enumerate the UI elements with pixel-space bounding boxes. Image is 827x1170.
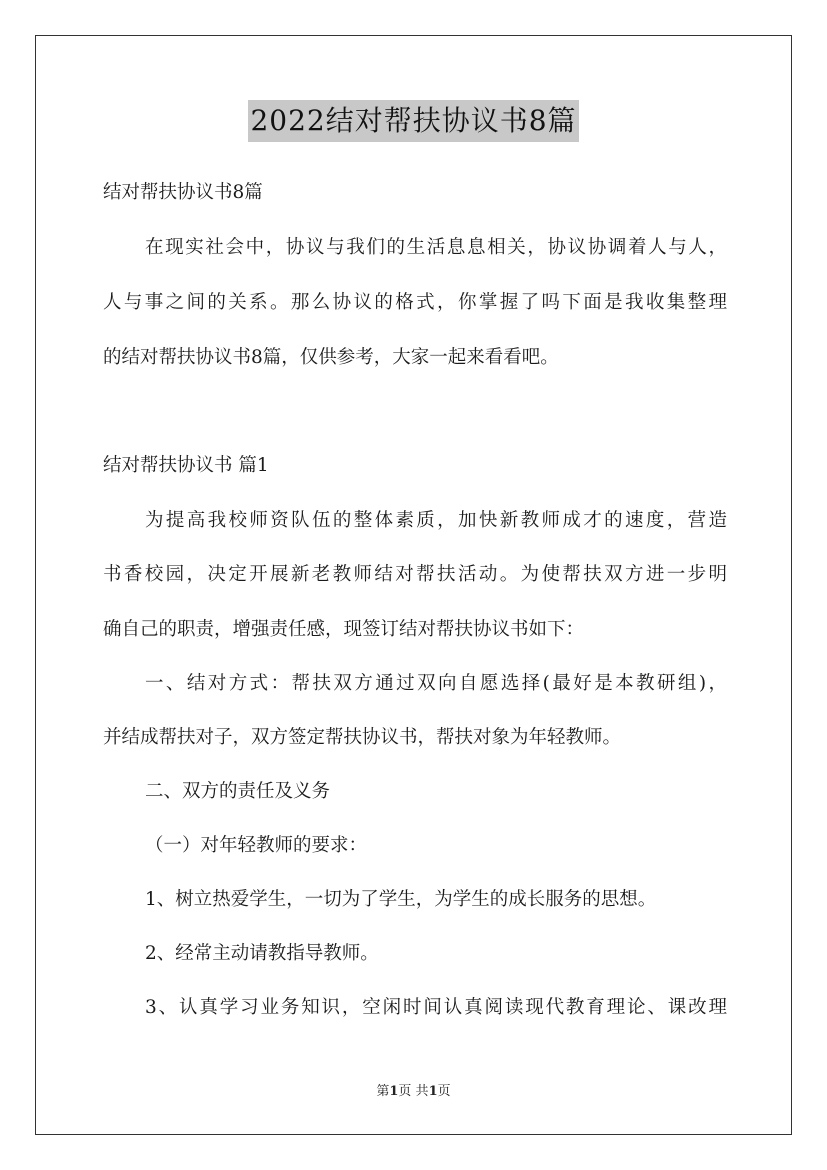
footer-page-total: 1 [428,1084,438,1099]
section-para2-line-2: 并结成帮扶对子，双方签定帮扶协议书，帮扶对象为年轻教师。 [103,727,622,748]
list-item-1: 1、树立热爱学生，一切为了学生，为学生的成长服务的思想。 [145,889,657,910]
list-item-3: 3、认真学习业务知识，空闲时间认真阅读现代教育理论、课改理 [145,997,727,1018]
document-title: 2022结对帮扶协议书8篇 [248,100,578,142]
page-footer [0,1083,827,1101]
item-heading: 二、双方的责任及义务 [145,781,331,802]
list-item-2: 2、经常主动请教指导教师。 [145,943,379,964]
footer-page-current: 1 [389,1084,399,1099]
sub-heading: （一）对年轻教师的要求： [145,835,368,856]
intro-line-2: 人与事之间的关系。那么协议的格式，你掌握了吗下面是我收集整理 [103,292,727,313]
intro-line-3: 的结对帮扶协议书8篇，仅供参考，大家一起来看看吧。 [103,347,559,368]
title-area [0,100,827,142]
document-subtitle: 结对帮扶协议书8篇 [103,182,263,203]
section-para1-line-3: 确自己的职责，增强责任感，现签订结对帮扶协议书如下： [103,619,585,640]
section-para1-line-1: 为提高我校师资队伍的整体素质，加快新教师成才的速度，营造 [145,510,727,531]
intro-line-1: 在现实社会中，协议与我们的生活息息相关，协议协调着人与人， [145,237,727,258]
footer-page-prefix: 第 [376,1084,390,1099]
section-para1-line-2: 书香校园，决定开展新老教师结对帮扶活动。为使帮扶双方进一步明 [103,564,727,585]
footer-page-suffix: 页 [437,1084,451,1099]
section-para2-line-1: 一、结对方式：帮扶双方通过双向自愿选择(最好是本教研组)， [145,673,728,694]
section-heading: 结对帮扶协议书 篇1 [103,455,269,476]
footer-page-mid: 页 共 [398,1084,429,1099]
